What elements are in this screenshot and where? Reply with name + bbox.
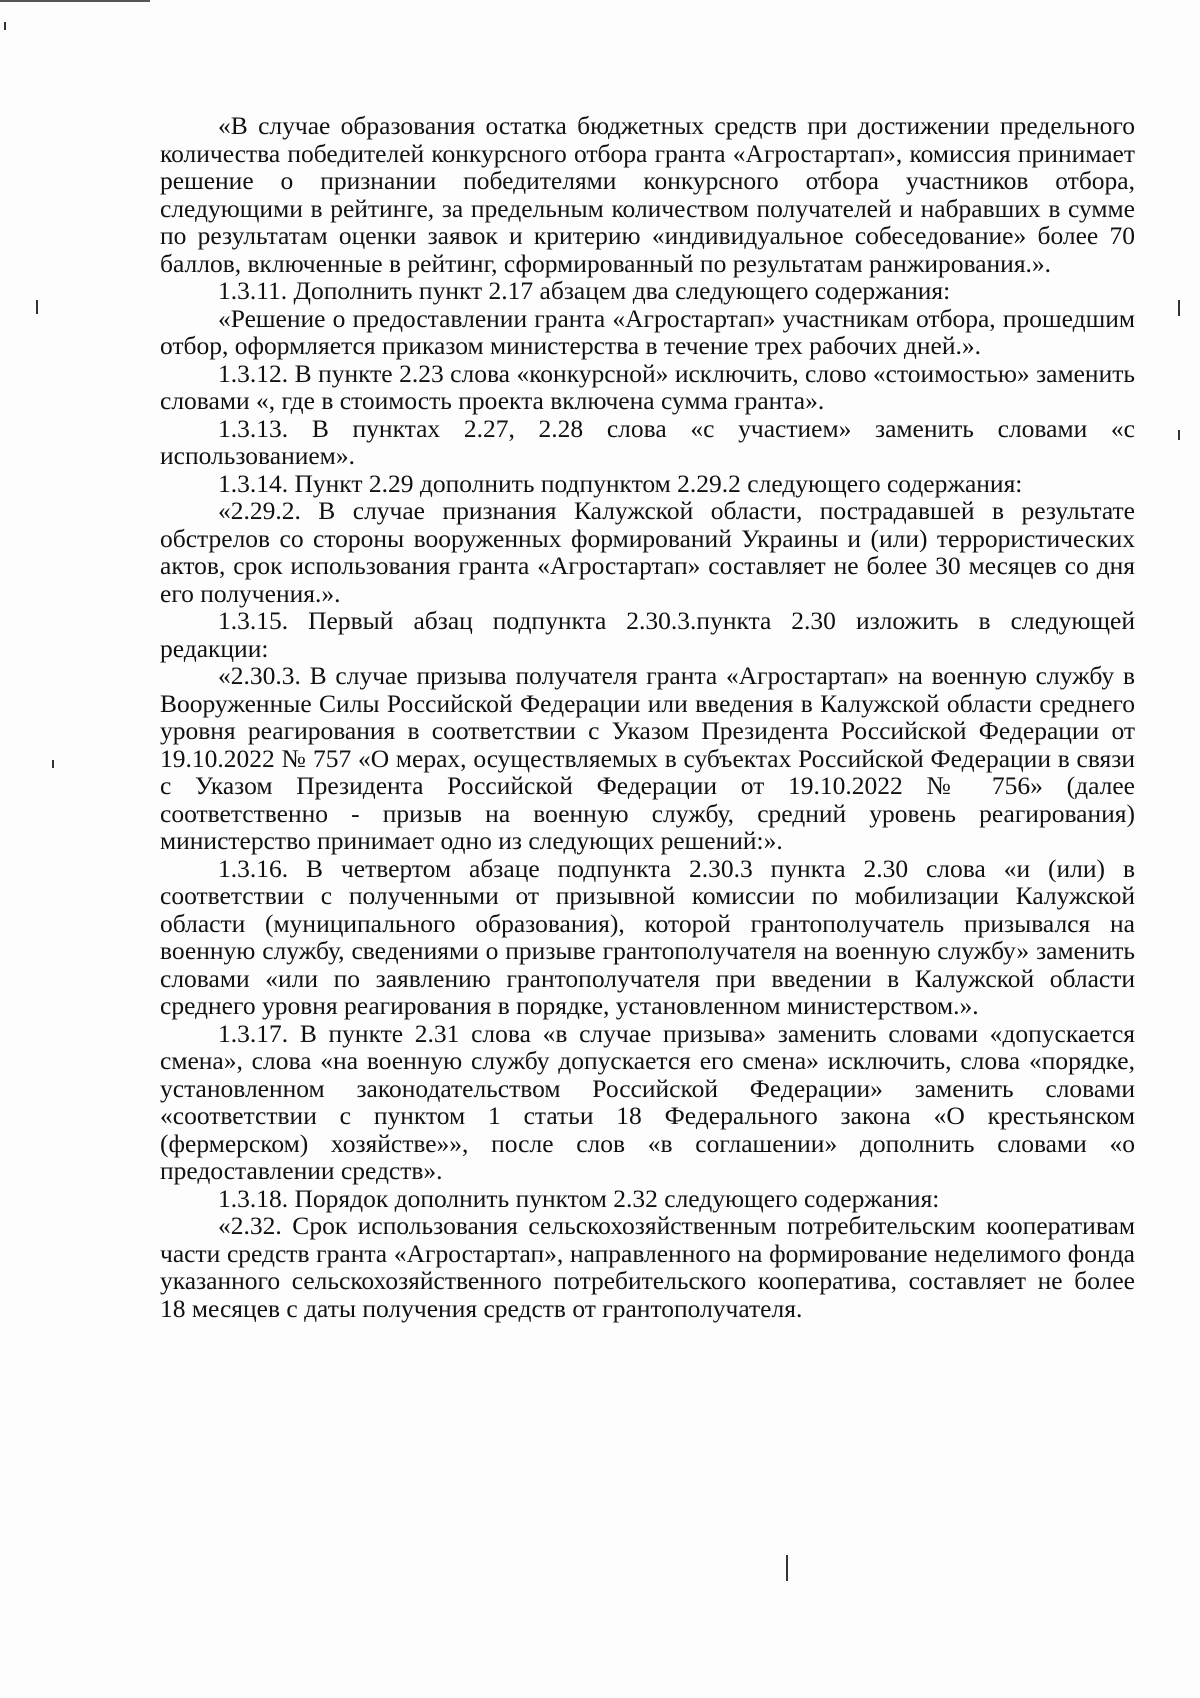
paragraph: 1.3.14. Пункт 2.29 дополнить подпунктом 2.29.2 следующего содержания: — [218, 468, 1023, 498]
scan-mark — [1178, 430, 1180, 440]
paragraph: 1.3.13. В пунктах 2.27, 2.28 слова «с участием» заменить словами «с использованием». — [160, 413, 1135, 470]
paragraph: «2.29.2. В случае признания Калужской области, пострадавшей в результате обстрелов со стороны вооруженных формирований Украины и (или) террористических актов, срок использования гранта «Агростартап» составляет не более 30 месяцев со дня его получения.». — [160, 496, 1135, 608]
scan-edge-line — [0, 0, 150, 2]
scan-mark — [786, 1555, 788, 1581]
paragraph: 1.3.17. В пункте 2.31 слова «в случае призыва» заменить словами «допускается смена», слова «на военную службу допускается его смена» исключить, слова «порядке, установленном законодательством Российской Федерации» заменить словами «соответствии с пунктом 1 статьи 18 Федерального закона «О крестьянском (фермерском) хозяйстве»», после слов «в соглашении» дополнить словами «о предоставлении средств». — [160, 1018, 1135, 1185]
paragraph: 1.3.11. Дополнить пункт 2.17 абзацем два следующего содержания: — [218, 276, 951, 305]
scan-mark — [4, 22, 6, 30]
paragraph: «В случае образования остатка бюджетных средств при достижении предельного количества победителей конкурсного отбора гранта «Агростартап», комиссия принимает решение о признании победителями конкурсного отбора участников отбора, следующими в рейтинге, за предельным количеством получателей и набравших в сумме по результатам оценки заявок и критерию «индивидуальное собеседование» более 70 баллов, включенные в рейтинг, сформированный по результатам ранжирования.». — [160, 111, 1135, 278]
scan-mark — [1178, 300, 1180, 316]
paragraph: «Решение о предоставлении гранта «Агростартап» участникам отбора, прошедшим отбор, оформляется приказом министерства в течение трех рабочих дней.». — [160, 303, 1135, 360]
paragraph: «2.32. Срок использования сельскохозяйственным потребительским кооперативам части средств гранта «Агростартап», направленного на формирование неделимого фонда указанного сельскохозяйственного потребительского кооператива, составляет не более 18 месяцев с даты получения средств от грантополучателя. — [160, 1211, 1135, 1323]
paragraph: 1.3.12. В пункте 2.23 слова «конкурсной» исключить, слово «стоимостью» заменить словами «, где в стоимость проекта включена сумма гранта». — [160, 358, 1135, 415]
paragraph: 1.3.15. Первый абзац подпункта 2.30.3.пункта 2.30 изложить в следующей редакции: — [160, 606, 1135, 663]
scan-mark — [36, 300, 38, 314]
scan-mark — [52, 760, 54, 768]
paragraph: 1.3.18. Порядок дополнить пунктом 2.32 следующего содержания: — [218, 1183, 940, 1213]
paragraph: 1.3.16. В четвертом абзаце подпункта 2.30.3 пункта 2.30 слова «и (или) в соответствии с полученными от призывной комиссии по мобилизации Калужской области (муниципального образования), которой грантополучатель призывался на военную службу, сведениями о призыве грантополучателя на военную службу» заменить словами «или по заявлению грантополучателя при введении в Калужской области среднего уровня реагирования в порядке, установленном министерством.». — [160, 853, 1135, 1020]
paragraph: «2.30.3. В случае призыва получателя гранта «Агростартап» на военную службу в Вооруженные Силы Российской Федерации или введения в Калужской области среднего уровня реагирования в соответствии с Указом Президента Российской Федерации от 19.10.2022 № 757 «О мерах, осуществляемых в субъектах Российской Федерации в связи с Указом Президента Российской Федерации от 19.10.2022 № 756» (далее соответственно - призыв на военную службу, средний уровень реагирования) министерство принимает одно из следующих решений:». — [160, 661, 1135, 855]
document-body — [160, 112, 1135, 1322]
